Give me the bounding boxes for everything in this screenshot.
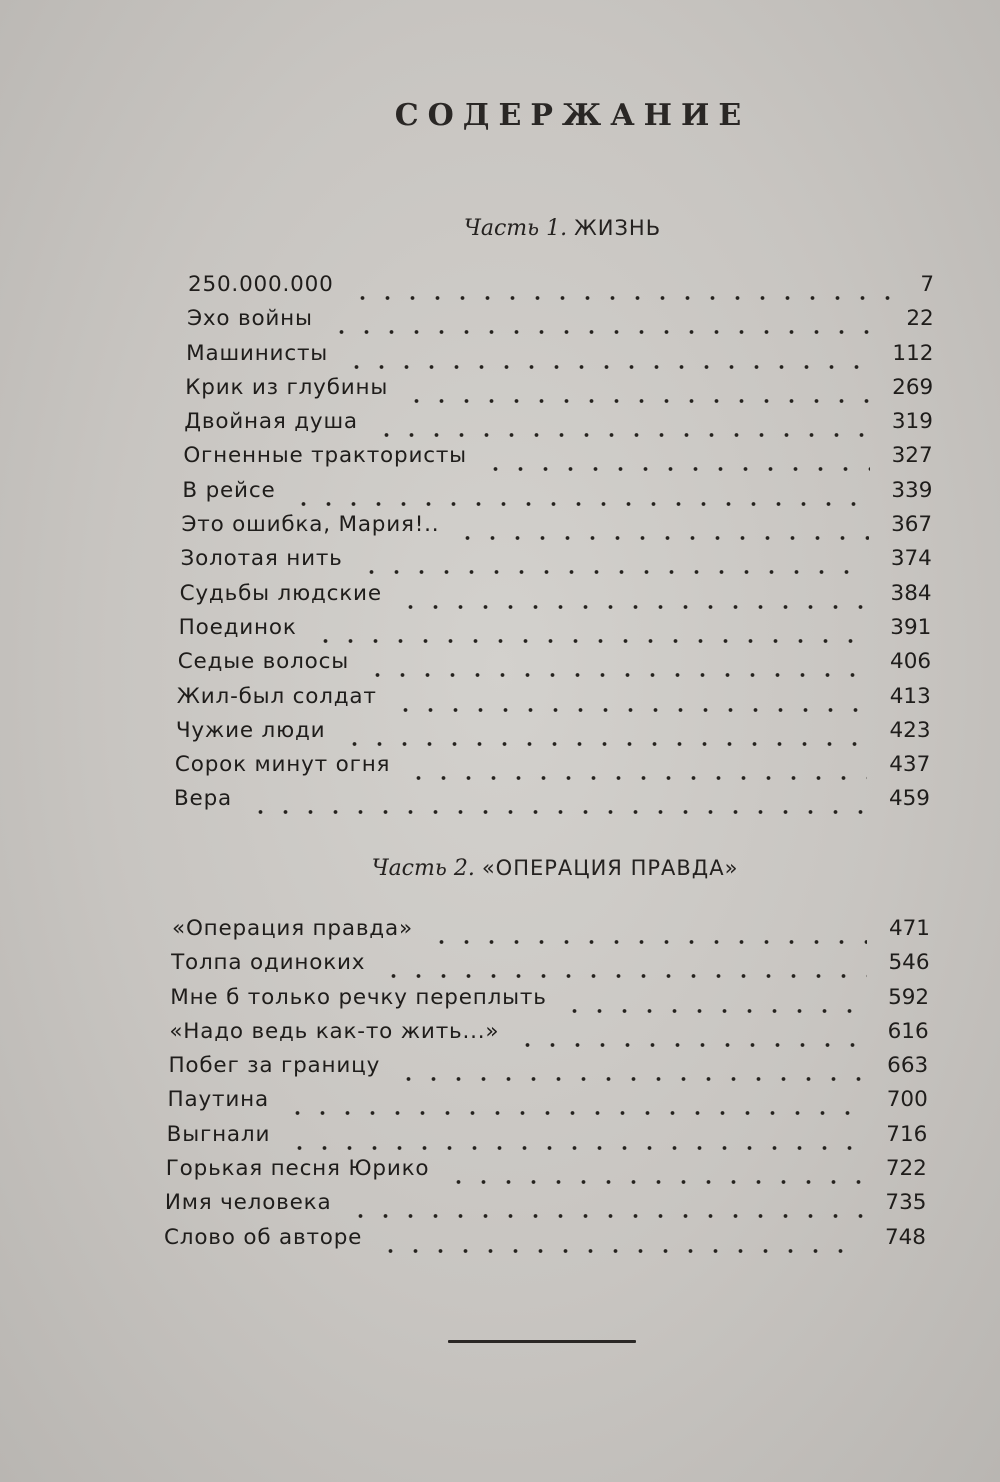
- toc-entry-title: 250.000.000: [188, 272, 334, 297]
- toc-entry: [0, 1120, 1000, 1154]
- toc-entry-title: Жил-был солдат: [176, 683, 377, 709]
- toc-entry: [0, 750, 1000, 784]
- toc-entry: [0, 304, 1000, 338]
- toc-entry: [0, 544, 1000, 578]
- toc-entry: [0, 914, 1000, 948]
- toc-dot-leader: [393, 682, 868, 712]
- toc-entry: [0, 1154, 1000, 1188]
- part-1-heading: [0, 216, 1000, 241]
- toc-entry-page-number: 716: [886, 1121, 928, 1147]
- toc-entry-title: Золотая нить: [180, 546, 343, 572]
- toc-entry-title: Чужие люди: [175, 717, 326, 743]
- toc-entry: [0, 476, 1000, 510]
- toc-entry: [0, 682, 1000, 716]
- toc-entry-page-number: 592: [888, 984, 930, 1010]
- toc-entry-title: Толпа одиноких: [171, 950, 366, 976]
- toc-entry: [0, 339, 1000, 373]
- toc-dot-leader: [562, 983, 866, 1013]
- toc-entry-title: Эхо войны: [187, 306, 313, 332]
- toc-dot-leader: [398, 579, 869, 609]
- toc-entry-title: Двойная душа: [184, 409, 358, 435]
- toc-entry-page-number: 319: [891, 409, 933, 435]
- end-rule-divider: [448, 1340, 636, 1343]
- toc-entry-page-number: 471: [888, 916, 930, 941]
- toc-entry-page-number: 413: [889, 683, 931, 709]
- toc-entry-title: «Операция правда»: [172, 916, 413, 941]
- toc-dot-leader: [287, 1120, 864, 1150]
- toc-dot-leader: [359, 544, 869, 574]
- toc-entry: [0, 983, 1000, 1017]
- toc-dot-leader: [350, 270, 898, 300]
- part-2-name: «ОПЕРАЦИЯ ПРАВДА»: [481, 856, 739, 880]
- toc-entry: [0, 784, 1000, 818]
- toc-entry-page-number: 437: [889, 752, 931, 778]
- toc-entry: [0, 510, 1000, 544]
- toc-dot-leader: [291, 476, 869, 506]
- toc-entry: [0, 1017, 1000, 1051]
- toc-entry-page-number: 423: [889, 717, 931, 743]
- toc-dot-leader: [455, 510, 869, 540]
- toc-entry-title: Крик из глубины: [185, 374, 389, 400]
- toc-entry-page-number: 22: [906, 306, 934, 332]
- toc-entry-title: Поединок: [178, 614, 297, 640]
- toc-dot-leader: [483, 441, 870, 471]
- part-1-name: ЖИЗНЬ: [574, 216, 662, 240]
- part-2-label: Часть 2.: [371, 856, 475, 881]
- toc-entry-page-number: 406: [890, 649, 932, 675]
- toc-list-part-2: [0, 914, 1000, 1257]
- toc-entry-title: Слово об авторе: [164, 1224, 363, 1250]
- toc-list-part-1: [0, 270, 1000, 819]
- toc-entry-page-number: 735: [885, 1190, 927, 1216]
- toc-entry: [0, 1223, 1000, 1257]
- toc-entry-page-number: 269: [892, 374, 934, 400]
- toc-entry: [0, 716, 1000, 750]
- toc-dot-leader: [396, 1051, 865, 1081]
- toc-entry: [0, 270, 1000, 304]
- toc-dot-leader: [404, 373, 870, 403]
- toc-dot-leader: [329, 304, 885, 334]
- toc-entry: [0, 579, 1000, 613]
- toc-entry-title: Огненные трактористы: [183, 443, 467, 469]
- toc-entry-page-number: 339: [891, 477, 933, 503]
- toc-entry-page-number: 700: [886, 1087, 928, 1113]
- toc-dot-leader: [348, 1188, 863, 1218]
- toc-entry: [0, 441, 1000, 475]
- toc-dot-leader: [248, 784, 867, 814]
- toc-entry-title: Мне б только речку переплыть: [170, 984, 547, 1010]
- toc-entry-title: Имя человека: [164, 1190, 332, 1216]
- toc-entry-title: Машинисты: [186, 340, 329, 366]
- toc-dot-leader: [429, 914, 867, 944]
- toc-entry-title: Паутина: [167, 1087, 269, 1113]
- toc-entry: [0, 407, 1000, 441]
- toc-entry-title: Это ошибка, Мария!..: [181, 512, 440, 538]
- toc-entry: [0, 1051, 1000, 1085]
- toc-entry-page-number: 663: [887, 1053, 929, 1079]
- toc-dot-leader: [344, 339, 870, 369]
- toc-entry-page-number: 391: [890, 614, 932, 640]
- toc-dot-leader: [446, 1154, 864, 1184]
- toc-entry-title: Судьбы людские: [179, 580, 382, 606]
- toc-entry-page-number: 327: [891, 443, 933, 469]
- toc-dot-leader: [365, 647, 868, 677]
- toc-entry-title: Выгнали: [166, 1121, 271, 1147]
- toc-dot-leader: [374, 407, 870, 437]
- toc-entry-title: Вера: [174, 786, 232, 812]
- part-1-label: Часть 1.: [463, 216, 568, 241]
- toc-entry-page-number: 384: [890, 580, 932, 606]
- toc-dot-leader: [313, 613, 868, 643]
- toc-entry: [0, 1085, 1000, 1119]
- toc-entry: [0, 1188, 1000, 1222]
- toc-entry-page-number: 546: [888, 950, 930, 976]
- toc-entry-page-number: 616: [887, 1018, 929, 1044]
- toc-entry: [0, 948, 1000, 982]
- toc-entry-page-number: 7: [920, 272, 934, 297]
- toc-entry-page-number: 748: [884, 1224, 926, 1250]
- toc-dot-leader: [406, 750, 867, 780]
- toc-entry-title: «Надо ведь как-то жить...»: [169, 1018, 500, 1044]
- toc-dot-leader: [381, 948, 867, 978]
- toc-entry-page-number: 722: [885, 1156, 927, 1182]
- toc-entry-title: Сорок минут огня: [174, 752, 391, 778]
- toc-entry-page-number: 374: [890, 546, 932, 572]
- toc-entry-page-number: 459: [888, 786, 930, 812]
- toc-entry-title: Седые волосы: [177, 649, 349, 675]
- toc-dot-leader: [285, 1085, 865, 1115]
- toc-entry-title: В рейсе: [182, 477, 276, 503]
- toc-entry-page-number: 112: [892, 340, 934, 366]
- toc-dot-leader: [515, 1017, 866, 1047]
- toc-entry: [0, 373, 1000, 407]
- toc-dot-leader: [378, 1223, 863, 1253]
- toc-dot-leader: [342, 716, 868, 746]
- toc-entry: [0, 647, 1000, 681]
- toc-entry-title: Побег за границу: [168, 1053, 381, 1079]
- part-2-heading: [0, 856, 1000, 881]
- page-title: СОДЕРЖАНИЕ: [394, 98, 751, 133]
- toc-entry-title: Горькая песня Юрико: [165, 1156, 430, 1182]
- toc-entry: [0, 613, 1000, 647]
- toc-entry-page-number: 367: [891, 512, 933, 538]
